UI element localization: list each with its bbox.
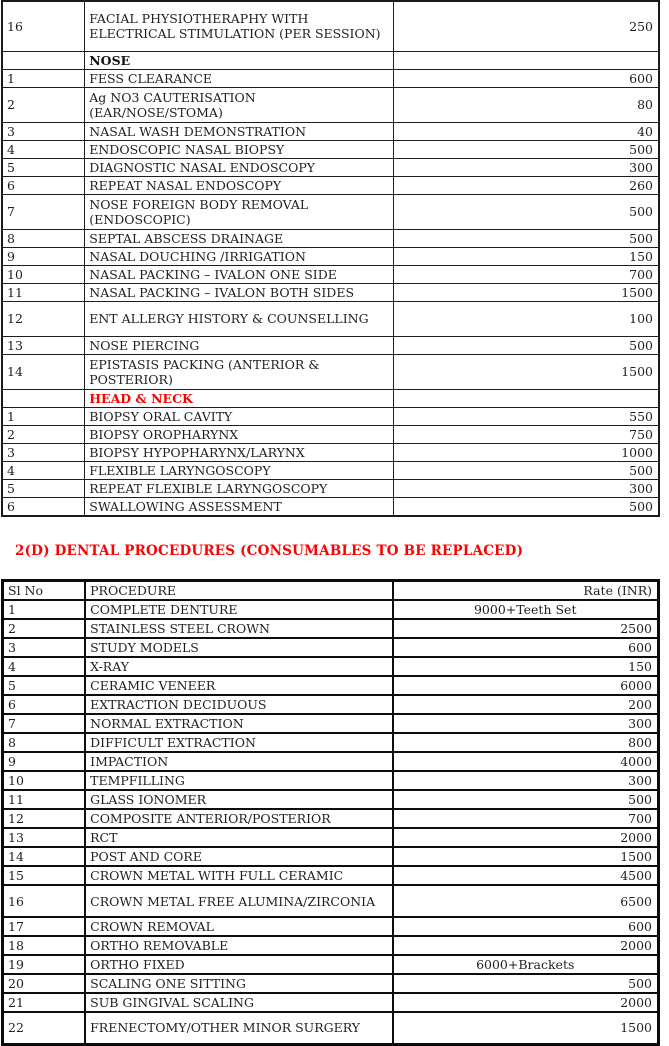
rate-cell: 500 bbox=[393, 790, 658, 809]
procedure-cell: IMPACTION bbox=[85, 752, 393, 771]
rate-cell: 600 bbox=[394, 69, 659, 87]
procedure-cell: FACIAL PHYSIOTHERAPHY WITH ELECTRICAL STIMULATION (PER SESSION) bbox=[85, 1, 394, 51]
rate-cell: 500 bbox=[394, 229, 659, 247]
sl-no-cell: 5 bbox=[2, 479, 85, 497]
table-row bbox=[3, 974, 659, 993]
rate-cell: 500 bbox=[394, 194, 659, 229]
table-row bbox=[3, 1012, 659, 1044]
table-row bbox=[3, 809, 659, 828]
sl-no-cell: 3 bbox=[3, 638, 86, 657]
table-row bbox=[3, 676, 659, 695]
rate-cell: 1500 bbox=[393, 847, 658, 866]
sl-no-cell: 21 bbox=[3, 993, 86, 1012]
rate-cell: 260 bbox=[394, 176, 659, 194]
sl-no-cell: 12 bbox=[3, 809, 86, 828]
rate-cell: 500 bbox=[394, 461, 659, 479]
procedure-cell: REPEAT NASAL ENDOSCOPY bbox=[85, 176, 394, 194]
table-row bbox=[3, 619, 659, 638]
rate-cell: 100 bbox=[394, 301, 659, 336]
ent-procedures-table bbox=[1, 0, 660, 517]
sl-no-cell: 13 bbox=[3, 828, 86, 847]
procedure-cell: REPEAT FLEXIBLE LARYNGOSCOPY bbox=[85, 479, 394, 497]
sl-no-cell: 3 bbox=[2, 122, 85, 140]
sl-no-cell: 4 bbox=[2, 461, 85, 479]
rate-cell: 600 bbox=[393, 638, 658, 657]
rate-cell: 6000 bbox=[393, 676, 658, 695]
sl-no-cell: 19 bbox=[3, 955, 86, 974]
procedure-cell: BIOPSY HYPOPHARYNX/LARYNX bbox=[85, 443, 394, 461]
table-row bbox=[3, 714, 659, 733]
sl-no-cell: 18 bbox=[3, 936, 86, 955]
procedure-cell: ENDOSCOPIC NASAL BIOPSY bbox=[85, 140, 394, 158]
table-row bbox=[2, 425, 659, 443]
table-row bbox=[3, 695, 659, 714]
rate-cell: 4000 bbox=[393, 752, 658, 771]
sl-no-cell: 9 bbox=[3, 752, 86, 771]
table-row bbox=[2, 265, 659, 283]
procedure-cell: NASAL PACKING – IVALON ONE SIDE bbox=[85, 265, 394, 283]
rate-cell: 600 bbox=[393, 917, 658, 936]
procedure-cell: NORMAL EXTRACTION bbox=[85, 714, 393, 733]
rate-cell: 40 bbox=[394, 122, 659, 140]
rate-cell: 9000+Teeth Set bbox=[393, 600, 658, 619]
procedure-cell: CERAMIC VENEER bbox=[85, 676, 393, 695]
sl-no-cell: 8 bbox=[2, 229, 85, 247]
sl-no-cell: 16 bbox=[3, 885, 86, 917]
sl-no-cell: 2 bbox=[2, 87, 85, 122]
sl-no-cell: 17 bbox=[3, 917, 86, 936]
rate-cell: 6000+Brackets bbox=[393, 955, 658, 974]
section-label-cell bbox=[85, 51, 394, 69]
section-row bbox=[2, 51, 659, 69]
sl-no-cell: 6 bbox=[3, 695, 86, 714]
section-label-cell bbox=[85, 389, 394, 407]
table-row bbox=[2, 283, 659, 301]
sl-no-cell: 11 bbox=[2, 283, 85, 301]
procedure-cell: RCT bbox=[85, 828, 393, 847]
table-row bbox=[3, 771, 659, 790]
procedure-cell: SUB GINGIVAL SCALING bbox=[85, 993, 393, 1012]
rate-cell: 500 bbox=[394, 140, 659, 158]
procedure-cell: CROWN METAL FREE ALUMINA/ZIRCONIA bbox=[85, 885, 393, 917]
rate-cell: 550 bbox=[394, 407, 659, 425]
table-row bbox=[2, 301, 659, 336]
sl-no-cell: 2 bbox=[3, 619, 86, 638]
procedure-cell: BIOPSY ORAL CAVITY bbox=[85, 407, 394, 425]
procedure-cell: FRENECTOMY/OTHER MINOR SURGERY bbox=[85, 1012, 393, 1044]
rate-cell: 750 bbox=[394, 425, 659, 443]
procedure-cell: SEPTAL ABSCESS DRAINAGE bbox=[85, 229, 394, 247]
rate-cell: 800 bbox=[393, 733, 658, 752]
sl-no-cell: 4 bbox=[3, 657, 86, 676]
sl-no-cell: 14 bbox=[3, 847, 86, 866]
procedure-cell: NASAL WASH DEMONSTRATION bbox=[85, 122, 394, 140]
table-row bbox=[3, 638, 659, 657]
procedure-cell: NOSE PIERCING bbox=[85, 336, 394, 354]
rate-cell: 1500 bbox=[394, 354, 659, 389]
dental-section-title: 2(D) DENTAL PROCEDURES (CONSUMABLES TO BE REPLACED) bbox=[15, 543, 524, 559]
table-row bbox=[3, 828, 659, 847]
sl-no-cell: 6 bbox=[2, 497, 85, 516]
rate-cell: 6500 bbox=[393, 885, 658, 917]
table-row bbox=[2, 336, 659, 354]
rate-cell: 250 bbox=[394, 1, 659, 51]
table-row bbox=[2, 247, 659, 265]
sl-no-cell: 3 bbox=[2, 443, 85, 461]
procedure-cell: STUDY MODELS bbox=[85, 638, 393, 657]
procedure-cell: ENT ALLERGY HISTORY & COUNSELLING bbox=[85, 301, 394, 336]
procedure-cell: ORTHO REMOVABLE bbox=[85, 936, 393, 955]
sl-no-cell: 5 bbox=[2, 158, 85, 176]
sl-no-cell: 22 bbox=[3, 1012, 86, 1044]
sl-no-cell: 13 bbox=[2, 336, 85, 354]
procedure-cell: ORTHO FIXED bbox=[85, 955, 393, 974]
table-row bbox=[3, 917, 659, 936]
procedure-cell: DIAGNOSTIC NASAL ENDOSCOPY bbox=[85, 158, 394, 176]
dental-procedures-table bbox=[1, 579, 660, 1046]
rate-cell: 700 bbox=[393, 809, 658, 828]
rate-cell: 500 bbox=[393, 974, 658, 993]
procedure-cell: EXTRACTION DECIDUOUS bbox=[85, 695, 393, 714]
sl-no-header: Sl No bbox=[3, 581, 86, 601]
rate-cell: 80 bbox=[394, 87, 659, 122]
table-row bbox=[3, 936, 659, 955]
sl-no-cell: 1 bbox=[3, 600, 86, 619]
rate-cell: 2000 bbox=[393, 828, 658, 847]
table-row bbox=[2, 140, 659, 158]
sl-no-cell: 8 bbox=[3, 733, 86, 752]
table-row bbox=[2, 194, 659, 229]
table-row bbox=[2, 69, 659, 87]
table-row bbox=[2, 176, 659, 194]
procedure-cell: STAINLESS STEEL CROWN bbox=[85, 619, 393, 638]
sl-no-cell: 4 bbox=[2, 140, 85, 158]
rate-cell bbox=[394, 51, 659, 69]
table-row bbox=[3, 752, 659, 771]
rate-cell: 500 bbox=[394, 497, 659, 516]
rate-cell: 700 bbox=[394, 265, 659, 283]
procedure-cell: EPISTASIS PACKING (ANTERIOR & POSTERIOR) bbox=[85, 354, 394, 389]
sl-no-cell: 10 bbox=[3, 771, 86, 790]
procedure-cell: NOSE FOREIGN BODY REMOVAL (ENDOSCOPIC) bbox=[85, 194, 394, 229]
table-row bbox=[3, 790, 659, 809]
sl-no-cell: 15 bbox=[3, 866, 86, 885]
sl-no-cell: 14 bbox=[2, 354, 85, 389]
procedure-cell: CROWN METAL WITH FULL CERAMIC bbox=[85, 866, 393, 885]
table-row bbox=[2, 354, 659, 389]
sl-no-cell: 12 bbox=[2, 301, 85, 336]
sl-no-cell: 6 bbox=[2, 176, 85, 194]
section-label: HEAD & NECK bbox=[89, 390, 193, 406]
sl-no-cell: 20 bbox=[3, 974, 86, 993]
table-row bbox=[2, 158, 659, 176]
table-row bbox=[2, 461, 659, 479]
rate-cell: 300 bbox=[394, 479, 659, 497]
rate-cell: 1500 bbox=[393, 1012, 658, 1044]
table-row bbox=[3, 885, 659, 917]
section-row bbox=[2, 389, 659, 407]
rate-header: Rate (INR) bbox=[393, 581, 658, 601]
procedure-cell: COMPLETE DENTURE bbox=[85, 600, 393, 619]
rate-cell: 300 bbox=[393, 771, 658, 790]
rate-cell: 150 bbox=[393, 657, 658, 676]
table-row bbox=[2, 87, 659, 122]
rate-cell bbox=[394, 389, 659, 407]
procedure-cell: X-RAY bbox=[85, 657, 393, 676]
table-row bbox=[3, 866, 659, 885]
table-row bbox=[2, 122, 659, 140]
sl-no-cell bbox=[2, 51, 85, 69]
procedure-cell: NASAL PACKING – IVALON BOTH SIDES bbox=[85, 283, 394, 301]
section-label: NOSE bbox=[89, 52, 131, 68]
procedure-cell: GLASS IONOMER bbox=[85, 790, 393, 809]
table-row bbox=[3, 955, 659, 974]
procedure-header: PROCEDURE bbox=[85, 581, 393, 601]
rate-cell: 1500 bbox=[394, 283, 659, 301]
procedure-cell: DIFFICULT EXTRACTION bbox=[85, 733, 393, 752]
rate-cell: 2000 bbox=[393, 993, 658, 1012]
sl-no-cell: 16 bbox=[2, 1, 85, 51]
table-row bbox=[3, 657, 659, 676]
procedure-cell: TEMPFILLING bbox=[85, 771, 393, 790]
procedure-cell: FESS CLEARANCE bbox=[85, 69, 394, 87]
procedure-cell: SWALLOWING ASSESSMENT bbox=[85, 497, 394, 516]
procedure-cell: POST AND CORE bbox=[85, 847, 393, 866]
sl-no-cell: 7 bbox=[3, 714, 86, 733]
table-row bbox=[3, 847, 659, 866]
rate-cell: 500 bbox=[394, 336, 659, 354]
procedure-cell: FLEXIBLE LARYNGOSCOPY bbox=[85, 461, 394, 479]
procedure-cell: NASAL DOUCHING /IRRIGATION bbox=[85, 247, 394, 265]
procedure-cell: Ag NO3 CAUTERISATION (EAR/NOSE/STOMA) bbox=[85, 87, 394, 122]
procedure-cell: CROWN REMOVAL bbox=[85, 917, 393, 936]
table-row bbox=[2, 497, 659, 516]
rate-cell: 2000 bbox=[393, 936, 658, 955]
sl-no-cell bbox=[2, 389, 85, 407]
sl-no-cell: 1 bbox=[2, 69, 85, 87]
table-row bbox=[2, 229, 659, 247]
rate-cell: 4500 bbox=[393, 866, 658, 885]
procedure-cell: SCALING ONE SITTING bbox=[85, 974, 393, 993]
procedure-cell: BIOPSY OROPHARYNX bbox=[85, 425, 394, 443]
sl-no-cell: 7 bbox=[2, 194, 85, 229]
procedure-cell: COMPOSITE ANTERIOR/POSTERIOR bbox=[85, 809, 393, 828]
rate-cell: 200 bbox=[393, 695, 658, 714]
sl-no-cell: 9 bbox=[2, 247, 85, 265]
sl-no-cell: 1 bbox=[2, 407, 85, 425]
table-row bbox=[2, 407, 659, 425]
rate-cell: 150 bbox=[394, 247, 659, 265]
rate-cell: 300 bbox=[393, 714, 658, 733]
table-row bbox=[2, 1, 659, 51]
sl-no-cell: 5 bbox=[3, 676, 86, 695]
rate-cell: 1000 bbox=[394, 443, 659, 461]
table-row bbox=[2, 443, 659, 461]
table-row bbox=[3, 600, 659, 619]
sl-no-cell: 2 bbox=[2, 425, 85, 443]
sl-no-cell: 10 bbox=[2, 265, 85, 283]
table-row bbox=[3, 993, 659, 1012]
table-row bbox=[3, 733, 659, 752]
header-row bbox=[3, 581, 659, 601]
rate-cell: 300 bbox=[394, 158, 659, 176]
sl-no-cell: 11 bbox=[3, 790, 86, 809]
rate-cell: 2500 bbox=[393, 619, 658, 638]
table-row bbox=[2, 479, 659, 497]
